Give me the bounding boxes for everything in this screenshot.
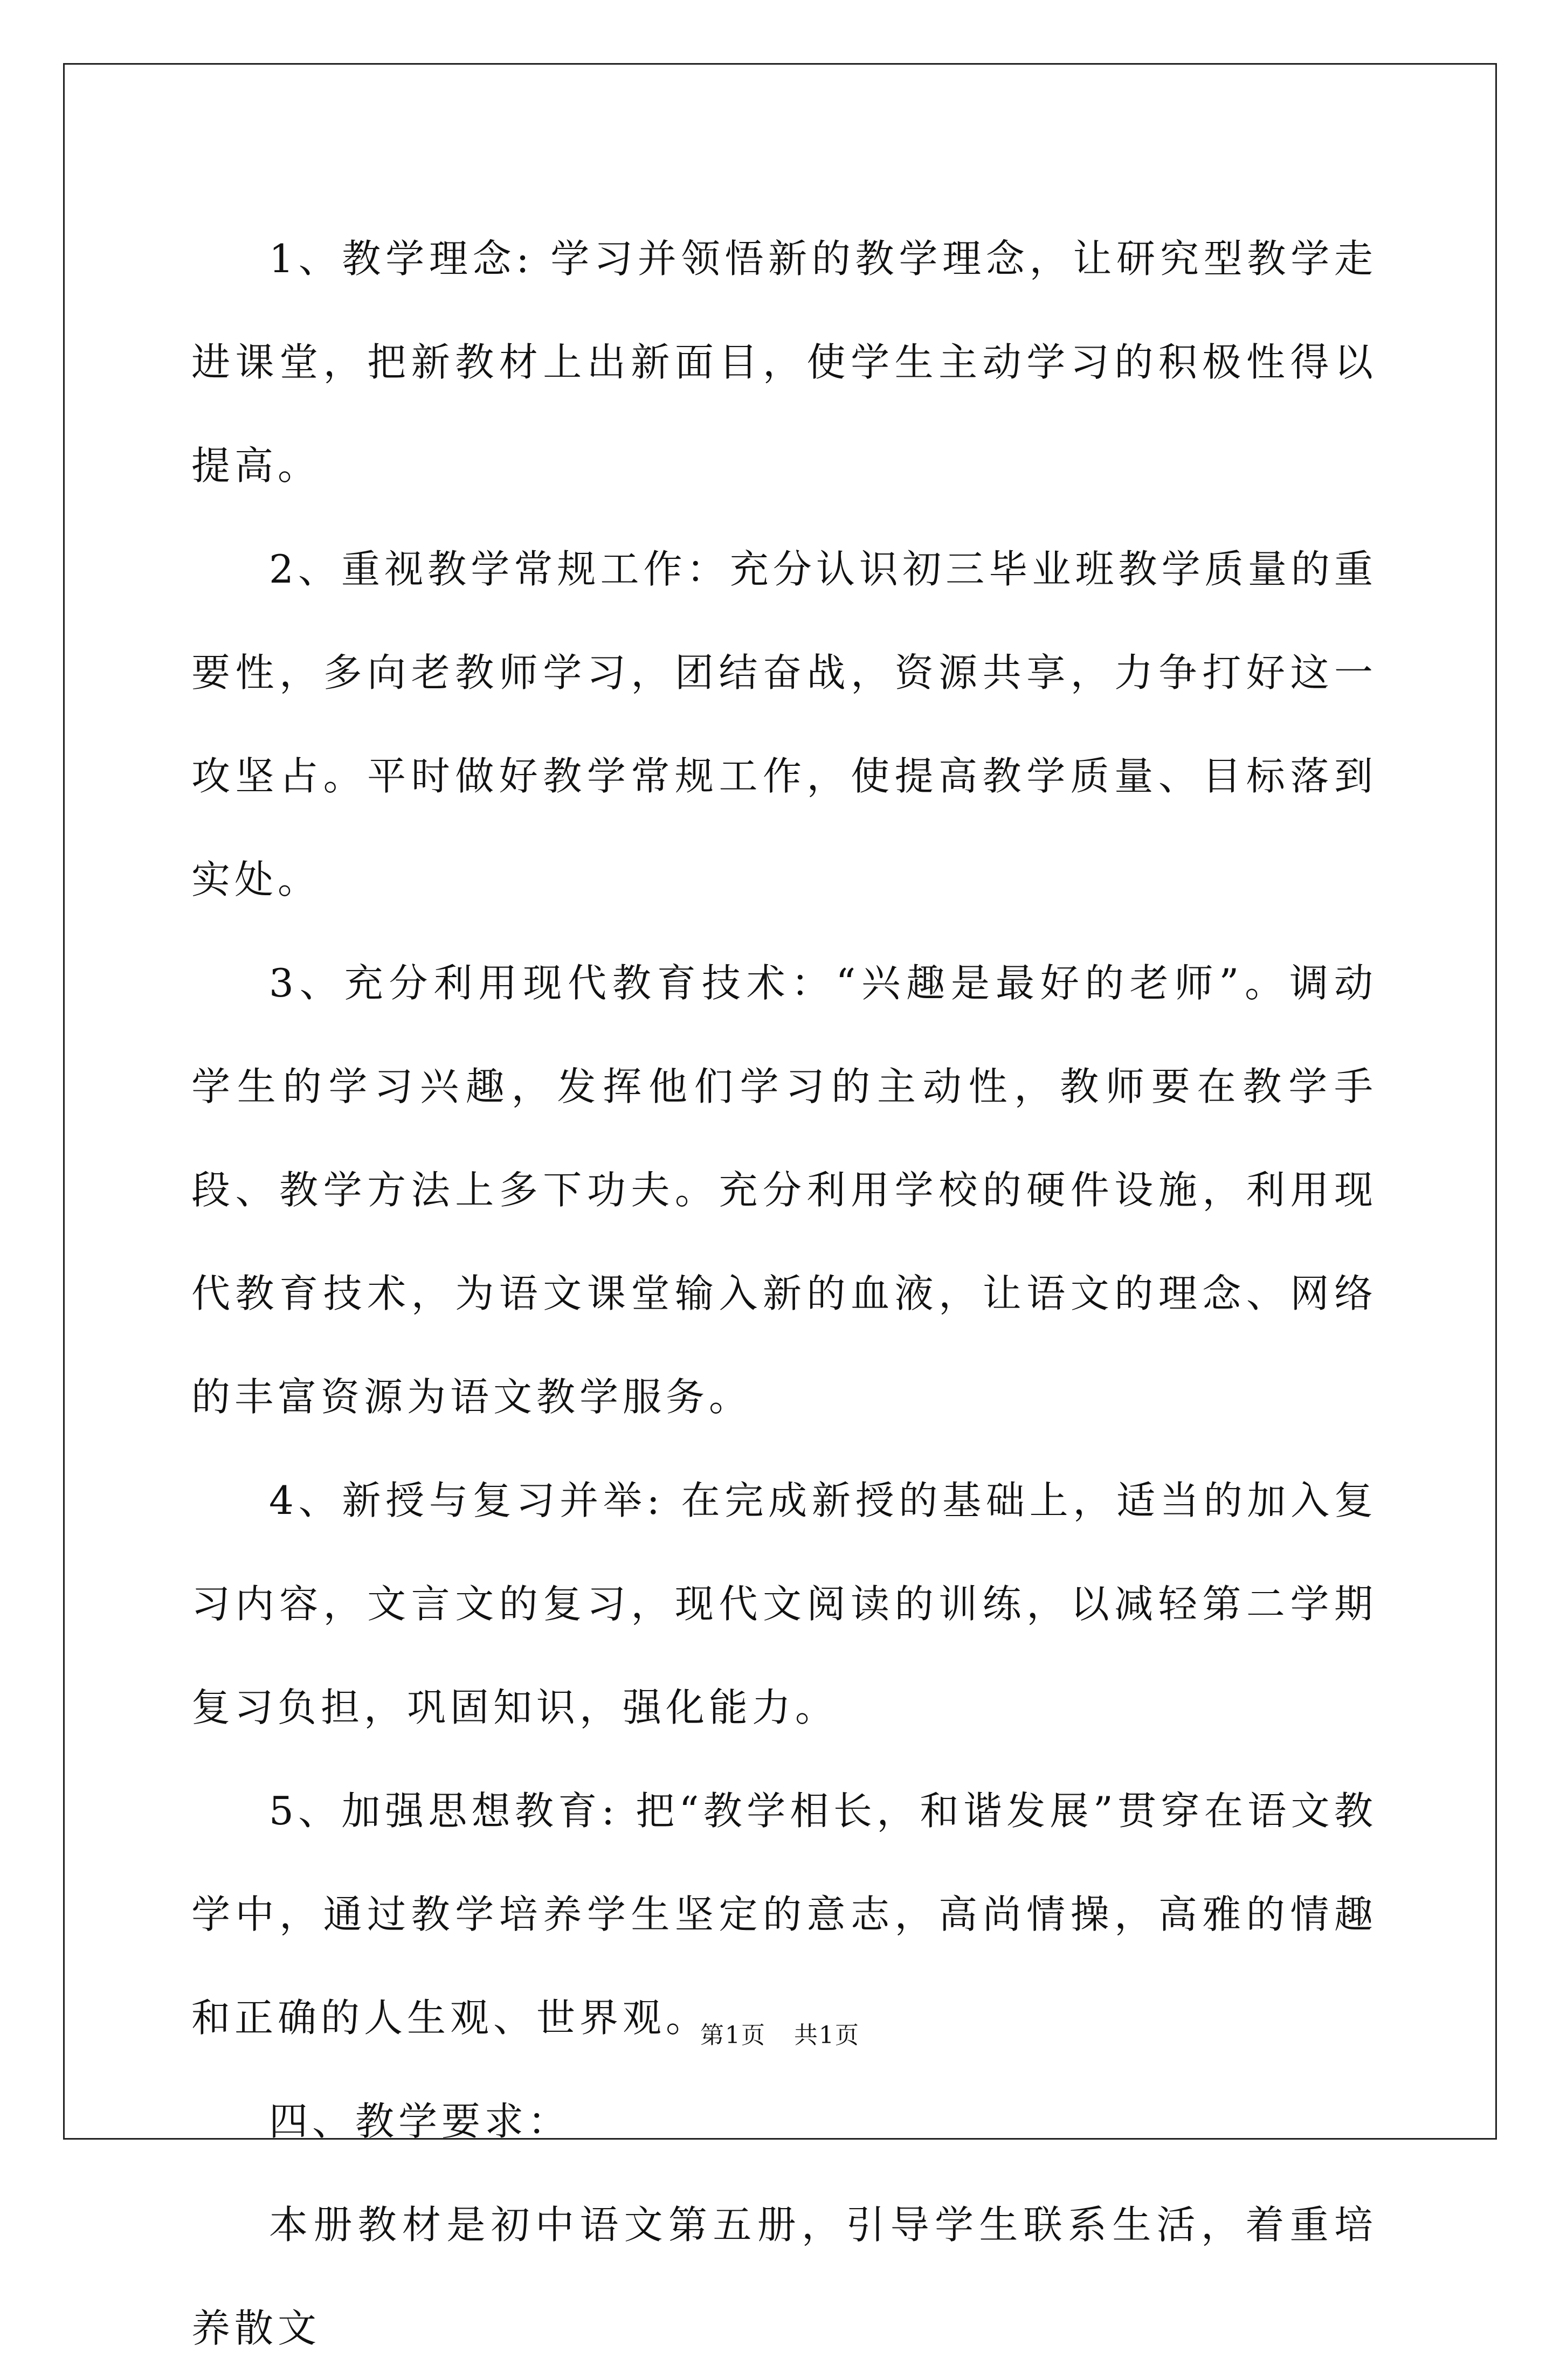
paragraph-7: 本册教材是初中语文第五册，引导学生联系生活，着重培养散文 [191,2202,1377,2351]
paragraph-4: 4、新授与复习并举: 在完成新授的基础上，适当的加入复习内容，文言文的复习，现代文阅读的训练，以减轻第二学期复习负担，巩固知识，强化能力。 [191,1478,1377,1730]
paragraph-2: 2、重视教学常规工作：充分认识初三毕业班教学质量的重要性，多向老教师学习，团结奋战，资源共享，力争打好这一攻坚占。平时做好教学常规工作，使提高教学质量、目标落到实处。 [191,546,1377,902]
page-number-total: 共1页 [794,2022,860,2049]
page-number-current: 第1页 [700,2022,766,2049]
paragraph-5: 5、加强思想教育: 把“教学相长，和谐发展”贯穿在语文教学中，通过教学培养学生坚定的意志，高尚情操，高雅的情趣和正确的人生观、世界观。 [191,1788,1377,2040]
paragraph-1: 1、教学理念: 学习并领悟新的教学理念，让研究型教学走进课堂，把新教材上出新面目，使学生主动学习的积极性得以提高。 [191,236,1377,488]
page-footer [0,2016,1560,2050]
section-heading: 四、教学要求： [269,2099,571,2144]
document-body [191,207,1377,2380]
paragraph-3: 3、充分利用现代教育技术：“兴趣是最好的老师”。调动学生的学习兴趣，发挥他们学习的主动性，教师要在教学手段、教学方法上多下功夫。充分利用学校的硬件设施，利用现代教育技术，为语文课堂输入新的血液，让语文的理念、网络的丰富资源为语文教学服务。 [191,960,1377,1420]
